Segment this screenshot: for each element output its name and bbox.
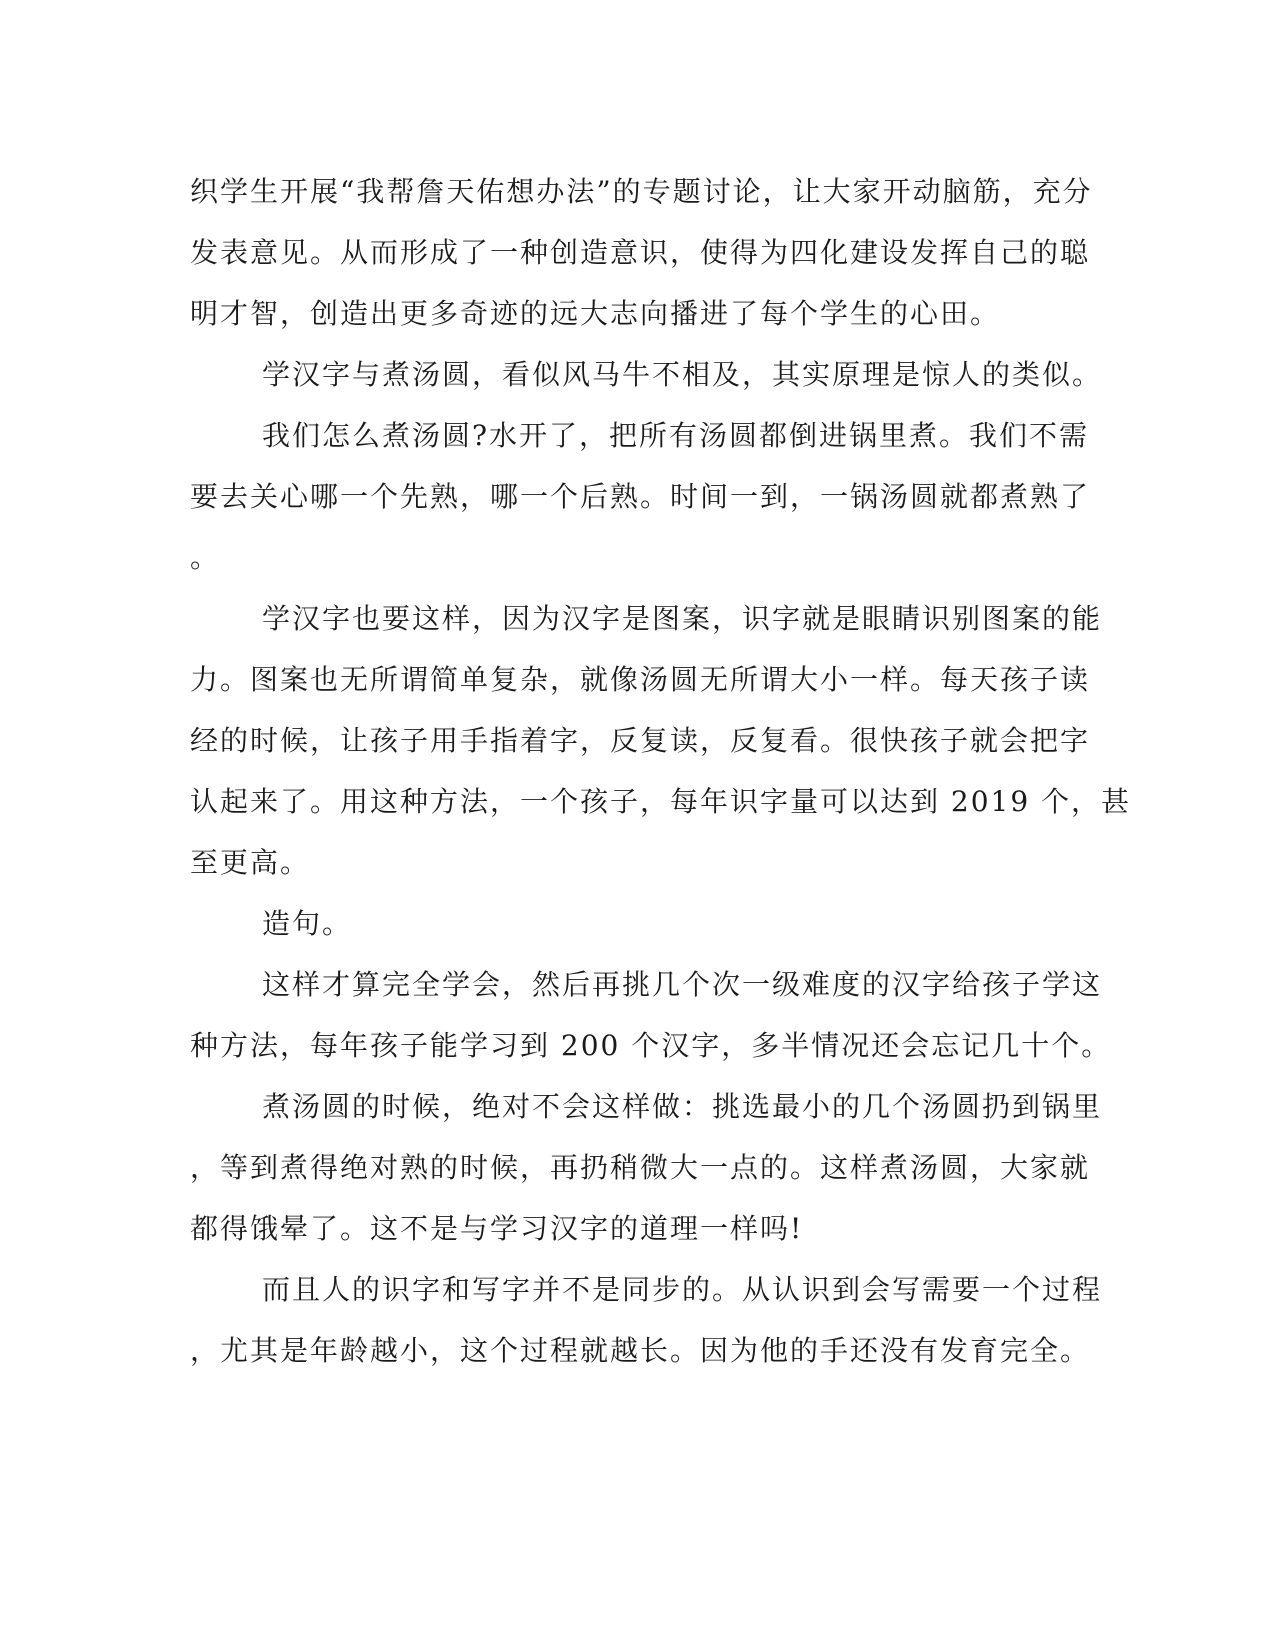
- text-line: 经的时候，让孩子用手指着字，反复读，反复看。很快孩子就会把字: [190, 724, 1091, 757]
- paragraph-start-line: 煮汤圆的时候，绝对不会这样做：挑选最小的几个汤圆扔到锅里: [262, 1090, 1103, 1123]
- paragraph-start-line: 学汉字也要这样，因为汉字是图案，识字就是眼睛识别图案的能: [262, 602, 1103, 635]
- text-line: 认起来了。用这种方法，一个孩子，每年识字量可以达到 2019 个，甚: [190, 785, 1132, 818]
- paragraph-start-line: 这样才算完全学会，然后再挑几个次一级难度的汉字给孩子学这: [262, 968, 1103, 1001]
- paragraph-start-line: 造句。: [262, 907, 353, 940]
- text-line: 种方法，每年孩子能学习到 200 个汉字，多半情况还会忘记几十个。: [190, 1029, 1112, 1062]
- text-line: ，等到煮得绝对熟的时候，再扔稍微大一点的。这样煮汤圆，大家就: [190, 1151, 1091, 1184]
- text-line: 明才智，创造出更多奇迹的远大志向播进了每个学生的心田。: [190, 297, 1001, 330]
- text-line: 力。图案也无所谓简单复杂，就像汤圆无所谓大小一样。每天孩子读: [190, 663, 1091, 696]
- text-line: 织学生开展“我帮詹天佑想办法”的专题讨论，让大家开动脑筋，充分: [190, 175, 1093, 208]
- text-line: 都得饿晕了。这不是与学习汉字的道理一样吗!: [190, 1212, 804, 1245]
- text-line: 至更高。: [190, 846, 311, 879]
- text-line: 发表意见。从而形成了一种创造意识，使得为四化建设发挥自己的聪: [190, 236, 1091, 269]
- paragraph-start-line: 我们怎么煮汤圆?水开了，把所有汤圆都倒进锅里煮。我们不需: [262, 419, 1090, 452]
- text-line: 。: [190, 541, 221, 574]
- paragraph-start-line: 而且人的识字和写字并不是同步的。从认识到会写需要一个过程: [262, 1273, 1103, 1306]
- paragraph-start-line: 学汉字与煮汤圆，看似风马牛不相及，其实原理是惊人的类似。: [262, 358, 1103, 391]
- text-line: 要去关心哪一个先熟，哪一个后熟。时间一到，一锅汤圆就都煮熟了: [190, 480, 1091, 513]
- document-body: [190, 161, 1132, 1381]
- text-line: ，尤其是年龄越小，这个过程就越长。因为他的手还没有发育完全。: [190, 1334, 1091, 1367]
